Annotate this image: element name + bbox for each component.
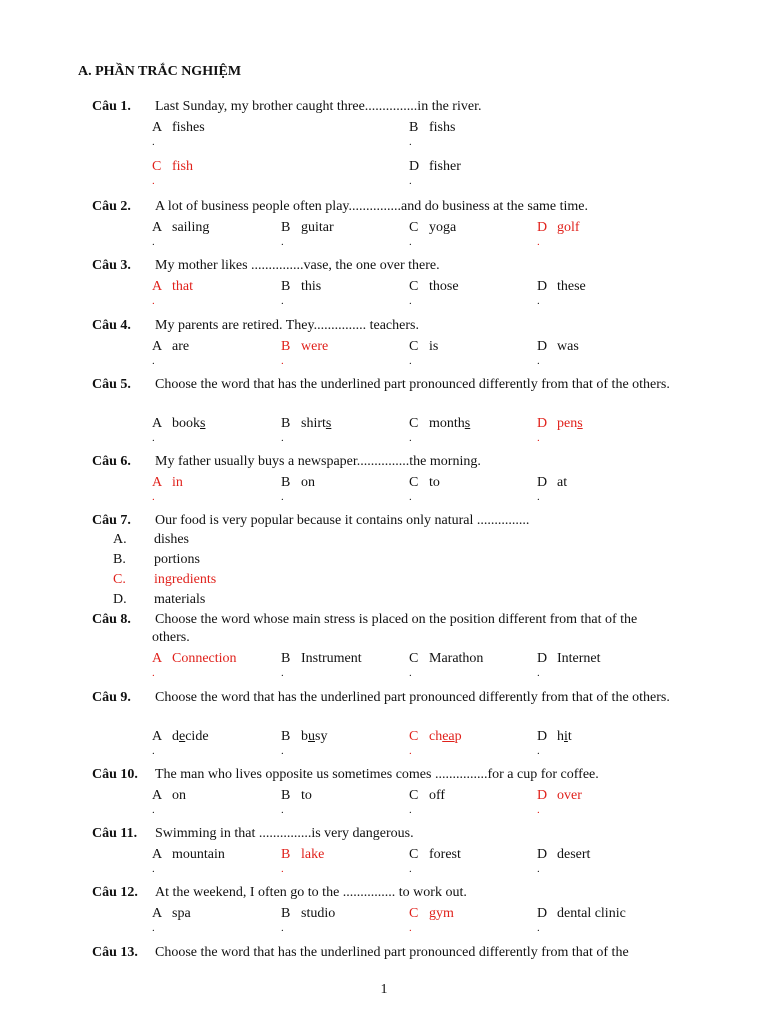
question-text: Choose the word whose main stress is placed on the position different from that of the others.	[152, 612, 638, 645]
option-letter: C	[409, 475, 419, 490]
option-text	[429, 416, 470, 431]
option-text	[301, 416, 331, 431]
option-text	[429, 906, 454, 921]
period-mark: .	[409, 236, 412, 248]
period-mark: .	[409, 136, 412, 148]
option-c[interactable]	[409, 219, 456, 237]
option-d[interactable]	[537, 474, 567, 492]
period-mark: .	[409, 863, 412, 875]
option-text-part: d	[172, 729, 179, 744]
underlined-part: s	[464, 416, 471, 431]
option-letter: B	[281, 475, 291, 490]
option-letter: B	[281, 906, 291, 921]
period-mark: .	[409, 745, 412, 757]
option-text	[301, 475, 315, 490]
option-b[interactable]	[281, 905, 335, 923]
period-mark: .	[281, 432, 284, 444]
option-letter: C	[409, 416, 419, 431]
option-text-part: spa	[172, 906, 191, 921]
option-text-part: book	[172, 416, 200, 431]
page-number: 1	[380, 982, 388, 997]
option-text: dishes	[154, 532, 189, 547]
option-text-part: this	[301, 279, 322, 294]
option-text-part: month	[429, 416, 465, 431]
option-letter: C	[409, 220, 419, 235]
option-text-part: to	[429, 475, 440, 490]
option-letter: D	[537, 416, 548, 431]
period-mark: .	[409, 175, 412, 187]
option-text	[429, 339, 438, 354]
option-c[interactable]	[409, 787, 445, 805]
period-mark: .	[152, 491, 155, 503]
option-text-part: off	[429, 788, 446, 803]
option-text-part: sy	[315, 729, 328, 744]
underlined-part: s	[325, 416, 332, 431]
option-text-part: h	[557, 729, 564, 744]
option-text-part: at	[557, 475, 568, 490]
option-letter: D	[537, 475, 548, 490]
option-c[interactable]	[409, 338, 438, 356]
period-mark: .	[537, 236, 540, 248]
option-text	[557, 475, 567, 490]
option-a[interactable]	[152, 905, 191, 923]
option-text	[172, 279, 193, 294]
option-letter: C	[409, 847, 419, 862]
period-mark: .	[281, 491, 284, 503]
option-letter: C	[409, 788, 419, 803]
question-number: Câu 12.	[92, 885, 138, 900]
period-mark: .	[281, 667, 284, 679]
option-text-part: gym	[429, 906, 454, 921]
option-text	[301, 788, 312, 803]
question-number: Câu 6.	[92, 454, 131, 469]
option-text: materials	[154, 592, 206, 607]
option-text	[301, 339, 328, 354]
option-text-part: cide	[185, 729, 209, 744]
question-number: Câu 2.	[92, 199, 131, 214]
option-letter: A	[152, 906, 163, 921]
option-text-part: Internet	[557, 651, 601, 666]
option-text	[301, 906, 335, 921]
option-letter: B	[281, 788, 291, 803]
option-letter: B.	[113, 552, 126, 567]
option-a[interactable]	[152, 846, 225, 864]
period-mark: .	[537, 804, 540, 816]
period-mark: .	[281, 745, 284, 757]
period-mark: .	[152, 295, 155, 307]
period-mark: .	[281, 922, 284, 934]
option-text: ingredients	[154, 572, 217, 587]
option-letter: C	[152, 159, 162, 174]
underlined-part: i	[564, 729, 568, 744]
option-text-part: those	[429, 279, 459, 294]
period-mark: .	[409, 355, 412, 367]
question-number: Câu 1.	[92, 99, 131, 114]
option-a[interactable]	[152, 650, 237, 668]
option-letter: D	[537, 651, 548, 666]
option-d[interactable]	[537, 846, 590, 864]
period-mark: .	[537, 863, 540, 875]
option-d[interactable]	[537, 219, 580, 237]
option-text-part: over	[557, 788, 582, 803]
question-number: Câu 8.	[92, 612, 131, 627]
option-text	[557, 847, 590, 862]
option-text-part: are	[172, 339, 190, 354]
option-letter: C	[409, 651, 419, 666]
option-letter: C	[409, 339, 419, 354]
period-mark: .	[152, 355, 155, 367]
option-text	[301, 220, 334, 235]
period-mark: .	[409, 432, 412, 444]
option-text	[557, 279, 586, 294]
option-text	[172, 339, 189, 354]
option-d[interactable]	[537, 905, 626, 923]
option-text	[172, 159, 193, 174]
option-a[interactable]	[152, 474, 183, 492]
option-text	[429, 729, 462, 744]
question-number: Câu 4.	[92, 318, 131, 333]
option-a[interactable]	[152, 415, 205, 433]
option-letter: B	[281, 279, 291, 294]
period-mark: .	[537, 667, 540, 679]
option-text	[557, 651, 601, 666]
question-text: Swimming in that ...............is very dangerous.	[155, 826, 414, 841]
option-text	[301, 847, 324, 862]
period-mark: .	[281, 804, 284, 816]
option-text-part: these	[557, 279, 586, 294]
period-mark: .	[152, 432, 155, 444]
option-text-part: was	[557, 339, 579, 354]
question-text: Last Sunday, my brother caught three...............in the river.	[155, 99, 482, 114]
option-text	[429, 475, 440, 490]
option-letter: A	[152, 120, 163, 135]
option-letter: B	[281, 729, 291, 744]
option-text-part: sailing	[172, 220, 210, 235]
option-letter: C.	[113, 572, 126, 587]
option-letter: D	[537, 339, 548, 354]
option-letter: A	[152, 651, 163, 666]
option-text	[172, 906, 191, 921]
option-text	[429, 847, 461, 862]
period-mark: .	[409, 922, 412, 934]
period-mark: .	[152, 136, 155, 148]
question-text: My parents are retired. They............... teachers.	[155, 318, 419, 333]
option-text: portions	[154, 552, 200, 567]
question-number: Câu 9.	[92, 690, 131, 705]
option-text	[301, 729, 327, 744]
option-letter: C	[409, 729, 419, 744]
option-text-part: t	[567, 729, 572, 744]
period-mark: .	[409, 804, 412, 816]
option-text-part: on	[301, 475, 315, 490]
option-a[interactable]	[152, 119, 205, 137]
option-text	[301, 651, 362, 666]
option-a[interactable]	[152, 787, 186, 805]
page-title: A. PHẦN TRẮC NGHIỆM	[78, 64, 242, 79]
option-text-part: that	[172, 279, 193, 294]
option-letter: A	[152, 279, 163, 294]
option-text-part: ch	[429, 729, 443, 744]
option-text	[172, 220, 209, 235]
option-text-part: fish	[172, 159, 193, 174]
option-c[interactable]	[409, 415, 470, 433]
option-d[interactable]	[537, 415, 583, 433]
option-text-part: yoga	[429, 220, 457, 235]
option-text	[429, 120, 455, 135]
option-text	[172, 120, 205, 135]
option-letter: D	[537, 729, 548, 744]
underlined-part: s	[200, 416, 206, 431]
question-text: My father usually buys a newspaper...............the morning.	[155, 454, 481, 469]
period-mark: .	[281, 355, 284, 367]
option-text-part: desert	[557, 847, 591, 862]
option-letter: D.	[113, 592, 127, 607]
period-mark: .	[409, 295, 412, 307]
option-b[interactable]	[281, 278, 321, 296]
option-letter: C	[409, 906, 419, 921]
question-text: Choose the word that has the underlined part pronounced differently from that of the others.	[155, 690, 670, 705]
option-letter: C	[409, 279, 419, 294]
period-mark: .	[537, 491, 540, 503]
option-text-part: Connection	[172, 651, 237, 666]
question-number: Câu 7.	[92, 513, 131, 528]
option-text-part: guitar	[301, 220, 334, 235]
option-text-part: fishes	[172, 120, 205, 135]
option-text-part: is	[429, 339, 439, 354]
option-text-part: lake	[301, 847, 325, 862]
option-text-part: fishs	[429, 120, 456, 135]
option-text	[172, 847, 225, 862]
option-text-part: on	[172, 788, 186, 803]
option-b[interactable]	[281, 787, 312, 805]
option-text-part: Instrument	[301, 651, 362, 666]
option-text	[429, 279, 459, 294]
option-a[interactable]	[152, 219, 209, 237]
option-b[interactable]	[409, 119, 455, 137]
option-text-part: pen	[557, 416, 578, 431]
period-mark: .	[152, 236, 155, 248]
question-number: Câu 3.	[92, 258, 131, 273]
underlined-part: u	[308, 729, 315, 744]
option-c[interactable]	[409, 728, 462, 746]
underlined-part: e	[179, 729, 186, 744]
option-a[interactable]	[152, 278, 193, 296]
option-text	[172, 475, 183, 490]
option-d[interactable]	[409, 158, 461, 176]
option-d[interactable]	[537, 787, 582, 805]
question-number: Câu 5.	[92, 377, 131, 392]
option-b[interactable]	[281, 728, 327, 746]
option-text-part: were	[301, 339, 329, 354]
question-number: Câu 13.	[92, 945, 138, 960]
period-mark: .	[152, 863, 155, 875]
option-d[interactable]	[537, 278, 586, 296]
option-letter: A.	[113, 532, 127, 547]
period-mark: .	[152, 175, 155, 187]
option-text-part: golf	[557, 220, 580, 235]
option-b[interactable]	[281, 474, 315, 492]
period-mark: .	[281, 863, 284, 875]
option-text	[557, 788, 582, 803]
option-letter: B	[281, 651, 291, 666]
period-mark: .	[409, 667, 412, 679]
question-number: Câu 11.	[92, 826, 138, 841]
option-text	[429, 220, 456, 235]
option-letter: A	[152, 729, 163, 744]
option-text	[557, 416, 583, 431]
option-d[interactable]	[537, 338, 579, 356]
option-b[interactable]	[281, 219, 334, 237]
question-number: Câu 10.	[92, 767, 138, 782]
option-letter: D	[409, 159, 420, 174]
question-text: Choose the word that has the underlined part pronounced differently from that of the others.	[155, 377, 670, 392]
option-b[interactable]	[281, 415, 331, 433]
question-text: A lot of business people often play...............and do business at the same time.	[155, 199, 589, 214]
option-c[interactable]	[409, 650, 483, 668]
period-mark: .	[152, 667, 155, 679]
option-text	[172, 416, 205, 431]
option-text	[557, 729, 572, 744]
option-c[interactable]	[409, 474, 440, 492]
period-mark: .	[537, 922, 540, 934]
option-letter: B	[281, 220, 291, 235]
period-mark: .	[152, 804, 155, 816]
option-letter: A	[152, 339, 163, 354]
option-a[interactable]	[152, 338, 189, 356]
period-mark: .	[537, 745, 540, 757]
option-letter: B	[281, 339, 291, 354]
option-letter: A	[152, 847, 163, 862]
option-letter: D	[537, 847, 548, 862]
underlined-part: s	[577, 416, 583, 431]
option-text-part: Marathon	[429, 651, 484, 666]
option-text	[557, 220, 580, 235]
option-text	[301, 279, 321, 294]
option-text-part: forest	[429, 847, 461, 862]
option-text-part: mountain	[172, 847, 225, 862]
option-text-part: shirt	[301, 416, 326, 431]
option-letter: B	[281, 847, 291, 862]
option-letter: D	[537, 279, 548, 294]
question-text: At the weekend, I often go to the ............... to work out.	[155, 885, 467, 900]
option-letter: B	[281, 416, 291, 431]
option-text-part: b	[301, 729, 308, 744]
option-c[interactable]	[409, 905, 454, 923]
option-text-part: dental clinic	[557, 906, 626, 921]
option-b[interactable]	[281, 650, 362, 668]
option-b[interactable]	[281, 846, 324, 864]
option-text-part: p	[454, 729, 462, 744]
option-text-part: in	[172, 475, 183, 490]
period-mark: .	[281, 295, 284, 307]
period-mark: .	[152, 922, 155, 934]
option-letter: D	[537, 906, 548, 921]
option-text	[557, 906, 626, 921]
question-text: The man who lives opposite us sometimes comes ...............for a cup for coffee.	[155, 767, 599, 782]
period-mark: .	[281, 236, 284, 248]
question-text: Our food is very popular because it contains only natural ...............	[155, 513, 530, 528]
option-c[interactable]	[409, 278, 459, 296]
option-text	[429, 651, 483, 666]
option-c[interactable]	[152, 158, 193, 176]
option-text-part: fisher	[429, 159, 461, 174]
option-b[interactable]	[281, 338, 328, 356]
option-letter: D	[537, 788, 548, 803]
period-mark: .	[537, 432, 540, 444]
option-text	[557, 339, 579, 354]
option-text	[429, 788, 445, 803]
question-text: Choose the word that has the underlined part pronounced differently from that of the	[155, 945, 629, 960]
option-letter: A	[152, 220, 163, 235]
option-text	[172, 651, 237, 666]
option-text	[172, 788, 186, 803]
question-text: My mother likes ...............vase, the one over there.	[155, 258, 440, 273]
option-letter: A	[152, 788, 163, 803]
period-mark: .	[152, 745, 155, 757]
option-d[interactable]	[537, 728, 572, 746]
option-letter: D	[537, 220, 548, 235]
option-letter: A	[152, 475, 163, 490]
option-letter: A	[152, 416, 163, 431]
option-c[interactable]	[409, 846, 461, 864]
underlined-part: ea	[442, 729, 455, 744]
period-mark: .	[537, 295, 540, 307]
option-text	[429, 159, 461, 174]
option-text	[172, 729, 209, 744]
option-letter: B	[409, 120, 419, 135]
option-text-part: to	[301, 788, 312, 803]
option-text-part: studio	[301, 906, 336, 921]
period-mark: .	[537, 355, 540, 367]
option-a[interactable]	[152, 728, 209, 746]
period-mark: .	[409, 491, 412, 503]
option-d[interactable]	[537, 650, 601, 668]
